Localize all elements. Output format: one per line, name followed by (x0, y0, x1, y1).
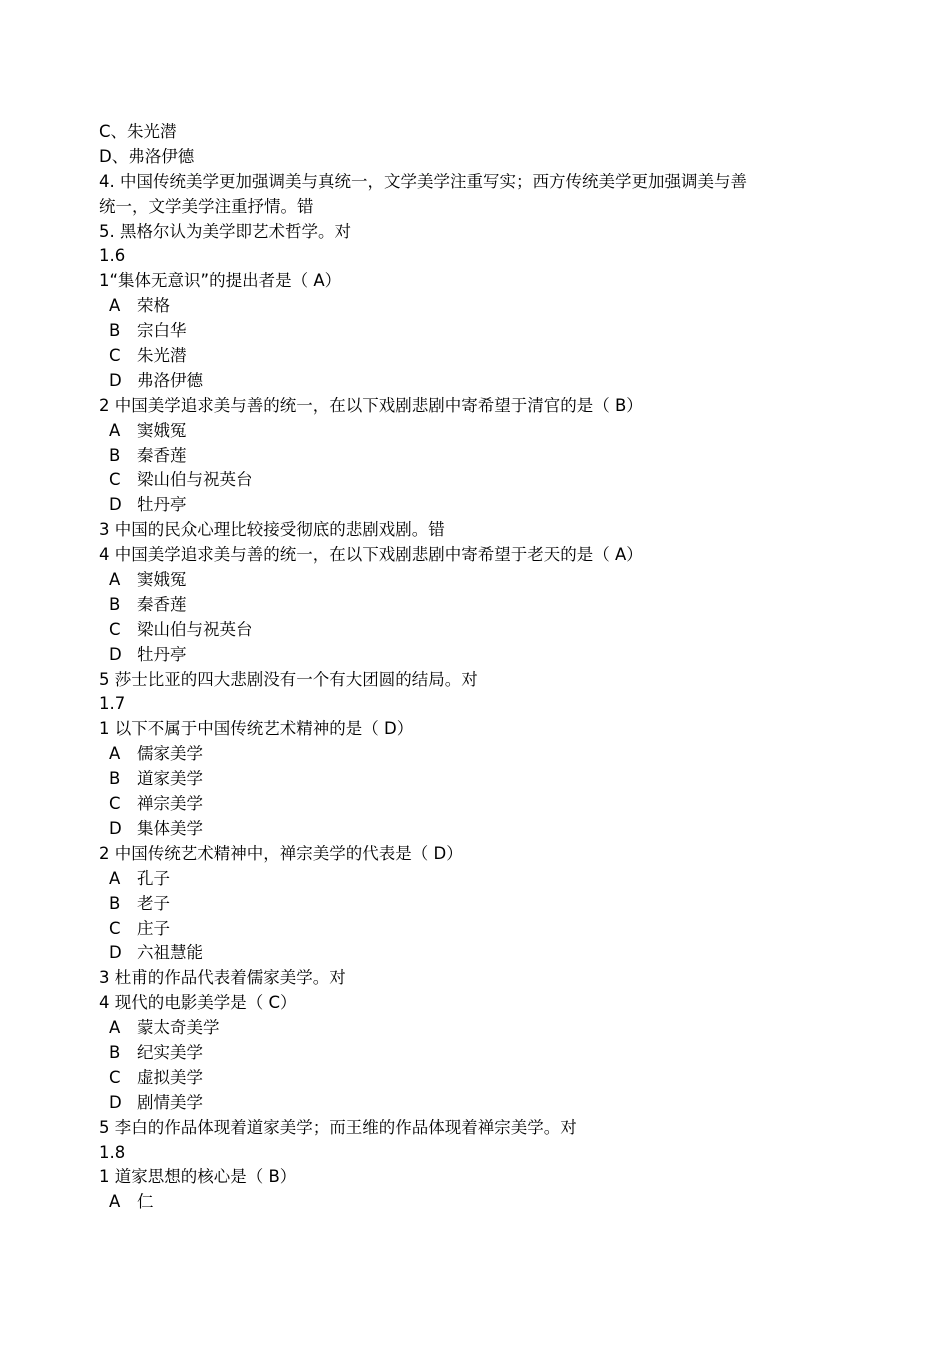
text-line: C、朱光潜 (99, 122, 177, 141)
answer-option (99, 767, 879, 792)
option-text: 蒙太奇美学 (137, 1018, 220, 1038)
text-line: 1.6 (99, 246, 126, 266)
text-line: 1 以下不属于中国传统艺术精神的是（ D） (99, 719, 414, 739)
text-line: 1“集体无意识”的提出者是（ A） (99, 271, 342, 291)
option-letter: C (109, 470, 121, 490)
option-letter: C (109, 619, 121, 639)
option-letter: A (109, 296, 121, 316)
answer-option (99, 792, 879, 817)
option-letter: C (109, 1067, 121, 1087)
option-letter: D (109, 818, 122, 838)
option-letter: A (109, 420, 121, 440)
answer-option (99, 892, 879, 917)
answer-option (99, 319, 879, 344)
option-letter: B (109, 1042, 121, 1062)
option-text: 纪实美学 (137, 1042, 203, 1062)
option-text: 仁 (137, 1192, 154, 1212)
option-letter: B (109, 769, 121, 789)
option-letter: A (109, 570, 121, 590)
option-letter: B (109, 893, 121, 913)
option-letter: D (109, 943, 122, 963)
answer-option (99, 1190, 879, 1215)
option-text: 虚拟美学 (137, 1067, 203, 1087)
option-text: 宗白华 (137, 321, 187, 341)
option-text: 庄子 (137, 918, 170, 938)
text-line: 2 中国传统艺术精神中，禅宗美学的代表是（ D） (99, 843, 463, 863)
text-line: 统一，文学美学注重抒情。错 (99, 196, 314, 216)
answer-option (99, 369, 879, 394)
text-line: 1.7 (99, 694, 126, 714)
answer-option (99, 1066, 879, 1091)
option-text: 道家美学 (137, 769, 203, 789)
answer-option (99, 1016, 879, 1041)
option-text: 朱光潜 (137, 346, 187, 366)
text-line: 4 中国美学追求美与善的统一，在以下戏剧悲剧中寄希望于老天的是（ A） (99, 545, 643, 565)
answer-option (99, 294, 879, 319)
option-text: 老子 (137, 893, 170, 913)
text-line: 5 李白的作品体现着道家美学；而王维的作品体现着禅宗美学。对 (99, 1117, 577, 1137)
option-text: 秦香莲 (137, 445, 187, 465)
option-letter: A (109, 744, 121, 764)
text-line: 1 道家思想的核心是（ B） (99, 1167, 297, 1187)
answer-option (99, 1091, 879, 1116)
answer-option (99, 941, 879, 966)
answer-option (99, 867, 879, 892)
option-text: 儒家美学 (137, 744, 203, 764)
option-letter: D (109, 370, 122, 390)
option-letter: C (109, 794, 121, 814)
answer-option (99, 742, 879, 767)
answer-option (99, 917, 879, 942)
answer-option (99, 419, 879, 444)
option-letter: D (109, 644, 122, 664)
option-text: 梁山伯与祝英台 (137, 619, 253, 639)
option-letter: B (109, 594, 121, 614)
text-line: 3 中国的民众心理比较接受彻底的悲剧戏剧。错 (99, 520, 445, 540)
option-text: 禅宗美学 (137, 794, 203, 814)
option-text: 牡丹亭 (137, 495, 187, 515)
option-letter: A (109, 868, 121, 888)
option-letter: D (109, 1092, 122, 1112)
option-text: 孔子 (137, 868, 170, 888)
answer-option (99, 1041, 879, 1066)
answer-option (99, 618, 879, 643)
option-text: 荣格 (137, 296, 170, 316)
answer-option (99, 593, 879, 618)
text-line: 3 杜甫的作品代表着儒家美学。对 (99, 968, 346, 988)
option-text: 秦香莲 (137, 594, 187, 614)
option-text: 集体美学 (137, 818, 203, 838)
option-letter: C (109, 346, 121, 366)
text-line: 4. 中国传统美学更加强调美与真统一，文学美学注重写实；西方传统美学更加强调美与善 (99, 171, 747, 191)
option-text: 弗洛伊德 (137, 370, 203, 390)
option-text: 梁山伯与祝英台 (137, 470, 253, 490)
option-text: 六祖慧能 (137, 943, 203, 963)
answer-option (99, 444, 879, 469)
text-line: 1.8 (99, 1142, 126, 1162)
answer-option (99, 643, 879, 668)
text-line: 5. 黑格尔认为美学即艺术哲学。对 (99, 221, 351, 241)
answer-option (99, 493, 879, 518)
text-line: 2 中国美学追求美与善的统一，在以下戏剧悲剧中寄希望于清官的是（ B） (99, 395, 643, 415)
option-text: 剧情美学 (137, 1092, 203, 1112)
answer-option (99, 817, 879, 842)
option-text: 窦娥冤 (137, 570, 187, 590)
option-text: 牡丹亭 (137, 644, 187, 664)
option-text: 窦娥冤 (137, 420, 187, 440)
text-line: 5 莎士比亚的四大悲剧没有一个有大团圆的结局。对 (99, 669, 478, 689)
option-letter: C (109, 918, 121, 938)
text-line: 4 现代的电影美学是（ C） (99, 993, 297, 1013)
option-letter: A (109, 1192, 121, 1212)
text-line: D、弗洛伊德 (99, 146, 195, 166)
option-letter: B (109, 445, 121, 465)
option-letter: A (109, 1018, 121, 1038)
option-letter: D (109, 495, 122, 515)
answer-option (99, 468, 879, 493)
answer-option (99, 344, 879, 369)
document-page (99, 120, 879, 1215)
option-letter: B (109, 321, 121, 341)
answer-option (99, 568, 879, 593)
